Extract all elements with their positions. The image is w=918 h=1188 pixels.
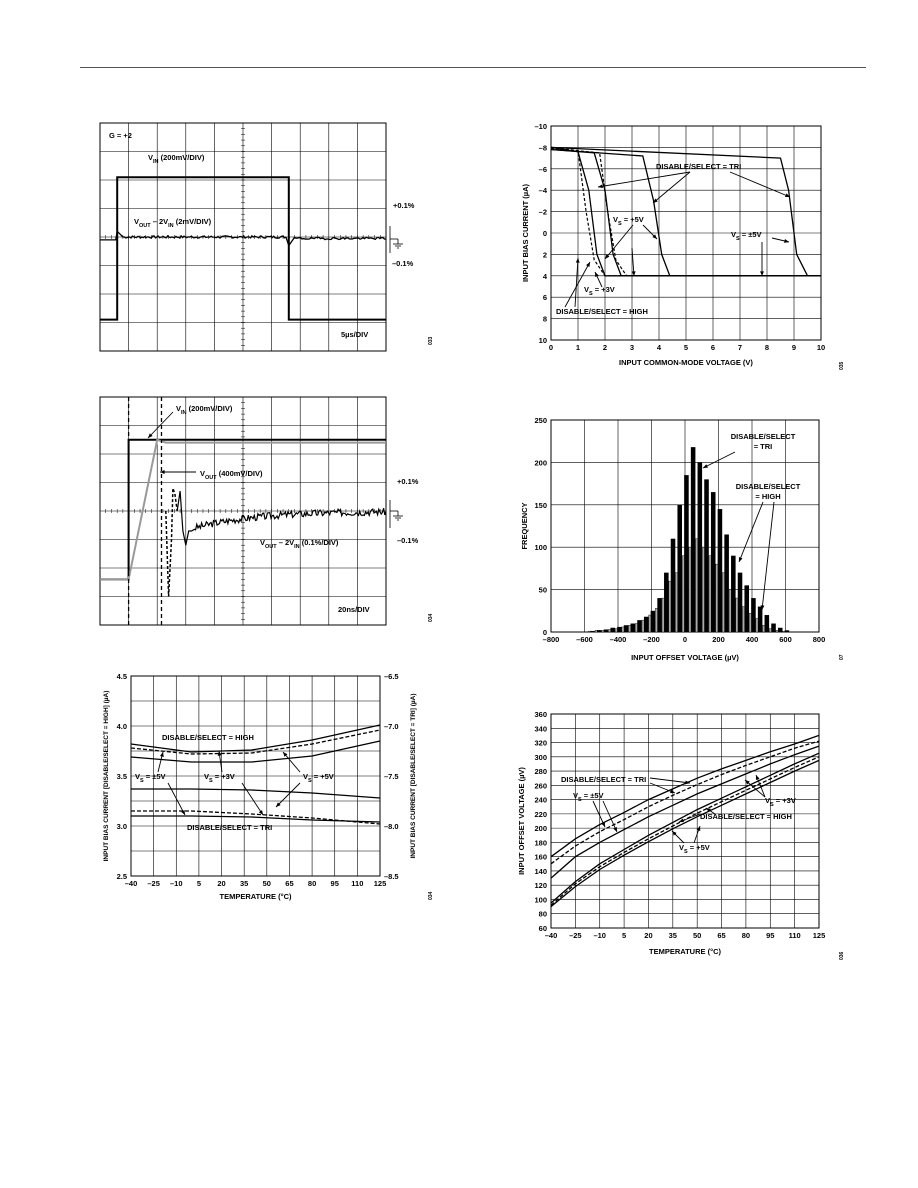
p4-xtick: 0: [682, 635, 688, 644]
p3-minus-label: –0.1%: [397, 536, 419, 545]
p4-xtick: –200: [643, 635, 660, 644]
p4-bar-black: [624, 625, 629, 632]
p4-xtick: –800: [542, 635, 560, 644]
p2-v3-label: $V_S = +3V$: [584, 285, 615, 297]
p2-ytick: 6: [542, 293, 547, 303]
p5-xtick: 20: [217, 879, 226, 888]
p4-bar-black: [724, 534, 729, 632]
p6-ytick: 240: [534, 795, 547, 805]
p4-bar-black: [677, 505, 682, 632]
p4-ytick: 200: [534, 458, 547, 468]
p2-tri-arrow-2-shaft: [653, 172, 690, 203]
p4-bar-black: [744, 585, 749, 632]
p1-gain-label: G = +2: [109, 131, 132, 140]
p1-minus-label: –0.1%: [392, 259, 414, 268]
p5-xtick: 125: [373, 879, 387, 888]
p6-xtick: 20: [644, 931, 653, 940]
p4-bar-black: [684, 475, 689, 632]
p5-series: [131, 816, 380, 822]
p2-xtick: 4: [656, 343, 662, 352]
p4-bar-black: [771, 624, 776, 632]
p4-bar-black: [711, 492, 716, 632]
p4-bar-black: [778, 628, 783, 632]
p4-ylabel: FREQUENCY: [520, 502, 529, 550]
p6-ytick: 140: [534, 866, 547, 876]
p4-bar-black: [765, 615, 770, 632]
p4-bar-black: [617, 627, 622, 632]
p4-tri-arrow-shaft: [703, 452, 735, 468]
p2-v5-arrow-1-shaft: [605, 225, 633, 259]
p3-error-ring-dash: [166, 488, 177, 596]
p4-bar-black: [631, 624, 636, 632]
p4-bar-black: [751, 598, 756, 632]
p2-high-arrow-1-head: [576, 258, 580, 263]
p6-xtick: –10: [593, 931, 606, 940]
p5-xtick: –40: [124, 879, 138, 888]
p1-code: 033: [428, 336, 434, 345]
p6-v3-arrow-2-head: [756, 775, 760, 780]
p4-high-arrow-2-shaft: [762, 502, 774, 610]
p5-tri-label: DISABLE/SELECT = TRI: [187, 823, 273, 832]
p3-vout-label: $V_{OUT}$ (400mV/DIV): [200, 469, 263, 481]
p6-code: 036: [839, 951, 845, 960]
p4-ytick: 0: [542, 628, 547, 637]
p2-xtick: 2: [602, 343, 608, 352]
p6-xtick: 50: [693, 931, 702, 940]
p5-vpm5-label: $V_S = \pm 5V$: [135, 772, 166, 784]
p6-xtick: –40: [544, 931, 558, 940]
p6-ytick: 300: [534, 752, 547, 762]
p6-ytick: 80: [538, 909, 547, 919]
p4-bar-black: [597, 630, 602, 632]
p4-bar-black: [785, 630, 790, 632]
p6-xlabel: TEMPERATURE (°C): [648, 947, 722, 956]
p2-tri-arrow-3-shaft: [730, 172, 790, 197]
p5-xtick: 65: [285, 879, 294, 888]
p6-v3-label: $V_S = +3V$: [765, 796, 796, 808]
p2-xtick: 1: [575, 343, 581, 352]
p2-tri-label: DISABLE/SELECT = TRI: [656, 162, 742, 171]
p2-tri-arrow-1-head: [598, 184, 603, 188]
p4-bar-black: [698, 462, 703, 632]
p6-xtick: 125: [812, 931, 826, 940]
p2-xtick: 8: [764, 343, 770, 352]
p6-xtick: –25: [569, 931, 582, 940]
p3-vout-arrow-head: [160, 470, 165, 474]
p5-series: [131, 789, 380, 798]
p5-high-label: DISABLE/SELECT = HIGH: [162, 733, 254, 742]
p2-ylabel: INPUT BIAS CURRENT (µA): [521, 183, 530, 283]
p6-high-label: DISABLE/SELECT = HIGH: [700, 812, 792, 821]
p6-ytick: 160: [534, 852, 547, 862]
p6-ytick: 260: [534, 781, 547, 791]
p3-diff-label: $V_{OUT} - 2V_{IN}$ (0.1%/DIV): [260, 538, 339, 550]
p4-xtick: 200: [712, 635, 725, 644]
p4-ytick: 150: [534, 500, 547, 510]
p5-ylabel: INPUT BIAS CURRENT [DISABLE/SELECT = HIGH] (µA): [103, 690, 110, 862]
p5-ytick: 4.0: [116, 722, 127, 731]
p4-xtick: –600: [576, 635, 593, 644]
p5-xtick: 110: [351, 879, 364, 888]
p2-xlabel: INPUT COMMON-MODE VOLTAGE (V): [619, 358, 753, 367]
p4-bar-black: [671, 539, 676, 632]
p2-ytick: –8: [538, 143, 547, 153]
p5-xtick: 5: [196, 879, 201, 888]
p2-ytick: 0: [542, 229, 547, 238]
p4-bar-black: [664, 573, 669, 632]
p4-code: 07: [839, 654, 845, 660]
p2-xtick: 10: [816, 343, 826, 352]
p2-ytick: –4: [538, 186, 547, 196]
p2-ytick: –10: [534, 122, 547, 131]
p4-bar-black: [657, 598, 662, 632]
p6-ylabel: INPUT OFFSET VOLTAGE (µV): [517, 767, 526, 875]
p5-xlabel: TEMPERATURE (°C): [219, 892, 292, 901]
p4-bar-black: [718, 509, 723, 632]
p2-ytick: 8: [542, 314, 547, 324]
p5-v5-arrow-2-shaft: [276, 783, 300, 807]
p1-error-trace-a: [100, 231, 286, 240]
p4-bar-black: [651, 611, 656, 632]
p5-xtick: 35: [240, 879, 249, 888]
p4-xtick: 800: [812, 635, 826, 644]
p4-bar-black: [590, 631, 595, 632]
p4-bar-black: [604, 629, 609, 632]
p5-y2label: INPUT BIAS CURRENT [DISABLE/SELECT = TRI] (µA): [410, 693, 417, 859]
p4-high-arrow-1-head: [739, 557, 743, 562]
p5-y2tick: –8.5: [384, 872, 399, 881]
p2-tri-arrow-1-shaft: [598, 172, 690, 187]
p4-xtick: 600: [779, 635, 792, 644]
p5-ytick: 2.5: [116, 872, 127, 881]
p4-bar-black: [691, 447, 696, 632]
p4-xlabel: INPUT OFFSET VOLTAGE (µV): [631, 653, 739, 662]
p5-y2tick: –8.0: [384, 822, 399, 831]
p2-ytick: 4: [542, 271, 547, 281]
p6-ytick: 340: [534, 724, 547, 734]
p6-ytick: 220: [534, 809, 547, 819]
p4-high-label: DISABLE/SELECT: [735, 482, 801, 491]
p4-bar-black: [758, 607, 763, 632]
p2-code: 035: [839, 361, 845, 370]
p2-xtick: 6: [710, 343, 716, 352]
p4-bar-black: [731, 556, 736, 632]
p4-xtick: 400: [745, 635, 759, 644]
p2-xtick: 3: [629, 343, 635, 352]
p4-tri2-label: = TRI: [753, 442, 773, 451]
p4-tri-label: DISABLE/SELECT: [730, 432, 796, 441]
p5-xtick: 50: [262, 879, 271, 888]
p1-error-trace-b: [286, 237, 386, 246]
p5-ytick: 4.5: [116, 672, 127, 681]
p5-xtick: –10: [170, 879, 183, 888]
p5-v5-label: $V_S = +5V$: [303, 772, 334, 784]
p3-vin-arrow-shaft: [148, 412, 173, 438]
p1-vout-label: $V_{OUT} - 2V_{IN}$ (2mV/DIV): [134, 217, 212, 229]
p6-xtick: 65: [717, 931, 726, 940]
p6-xtick: 5: [622, 931, 627, 940]
p6-ytick: 280: [534, 767, 547, 777]
p5-v3-arrow-2-shaft: [242, 783, 263, 815]
p4-ytick: 250: [534, 416, 547, 425]
p4-high2-label: = HIGH: [755, 492, 781, 501]
p6-xtick: 110: [788, 931, 801, 940]
p4-xtick: –400: [609, 635, 627, 644]
p6-ytick: 360: [534, 710, 547, 719]
p4-bar-black: [644, 617, 649, 632]
p2-v5-label: $V_S = +5V$: [613, 215, 644, 227]
p3-vin-label: $V_{IN}$ (200mV/DIV): [176, 404, 233, 416]
p3-timebase: 20ns/DIV: [338, 605, 370, 614]
p5-v3-label: $V_S = +3V$: [204, 772, 235, 784]
p4-bar-black: [704, 479, 709, 632]
p5-xtick: 80: [307, 879, 317, 888]
p4-high-arrow-1-shaft: [739, 502, 763, 562]
p2-high-arrow-1-shaft: [575, 258, 578, 307]
p3-plus-label: +0.1%: [397, 477, 419, 486]
p6-grid-frame: [551, 714, 819, 928]
p2-vpm5-label: $V_S = \pm 5V$: [731, 230, 762, 242]
p6-ytick: 200: [534, 824, 547, 834]
p4-bar-black: [637, 620, 642, 632]
p6-tri-label: DISABLE/SELECT = TRI: [561, 775, 647, 784]
p2-ytick: –6: [538, 164, 547, 174]
p1-timebase: 5µs/DIV: [341, 330, 369, 339]
p6-xtick: 35: [668, 931, 677, 940]
p5-ytick: 3.0: [116, 822, 127, 831]
p6-tri-arrow-2-shaft: [650, 778, 690, 783]
p5-y2tick: –7.5: [384, 772, 399, 781]
p6-v5-label: $V_S = +5V$: [679, 843, 710, 855]
p6-xtick: 80: [741, 931, 751, 940]
p3-code: 034: [428, 613, 434, 622]
p2-xtick: 9: [791, 343, 797, 352]
p1-plus-label: +0.1%: [393, 201, 415, 210]
p6-ytick: 120: [534, 881, 547, 891]
p6-ytick: 60: [538, 924, 547, 933]
p2-high-label: DISABLE/SELECT = HIGH: [556, 307, 648, 316]
p4-ytick: 100: [534, 543, 547, 553]
p2-xtick: 7: [737, 343, 743, 352]
p4-bar-black: [610, 628, 615, 632]
p6-ytick: 180: [534, 838, 547, 848]
p2-xtick: 5: [683, 343, 689, 352]
p6-vpm5-label: $V_S = \pm 5V$: [573, 791, 604, 803]
p2-ytick: 2: [542, 250, 547, 260]
p5-ytick: 3.5: [116, 772, 127, 781]
p2-xtick: 0: [548, 343, 554, 352]
p6-ytick: 320: [534, 738, 547, 748]
p6-xtick: 95: [766, 931, 775, 940]
p5-y2tick: –6.5: [384, 672, 399, 681]
p1-vin-label: $V_{IN}$ (200mV/DIV): [148, 153, 205, 165]
p2-ytick: 10: [538, 336, 547, 345]
p6-ytick: 100: [534, 895, 547, 905]
p4-ytick: 50: [538, 585, 547, 595]
p5-xtick: –25: [147, 879, 160, 888]
p2-ytick: –2: [538, 207, 547, 217]
p4-bar-black: [738, 573, 743, 632]
p5-y2tick: –7.0: [384, 722, 399, 731]
p5-xtick: 95: [330, 879, 339, 888]
p5-code: 034: [428, 891, 434, 900]
